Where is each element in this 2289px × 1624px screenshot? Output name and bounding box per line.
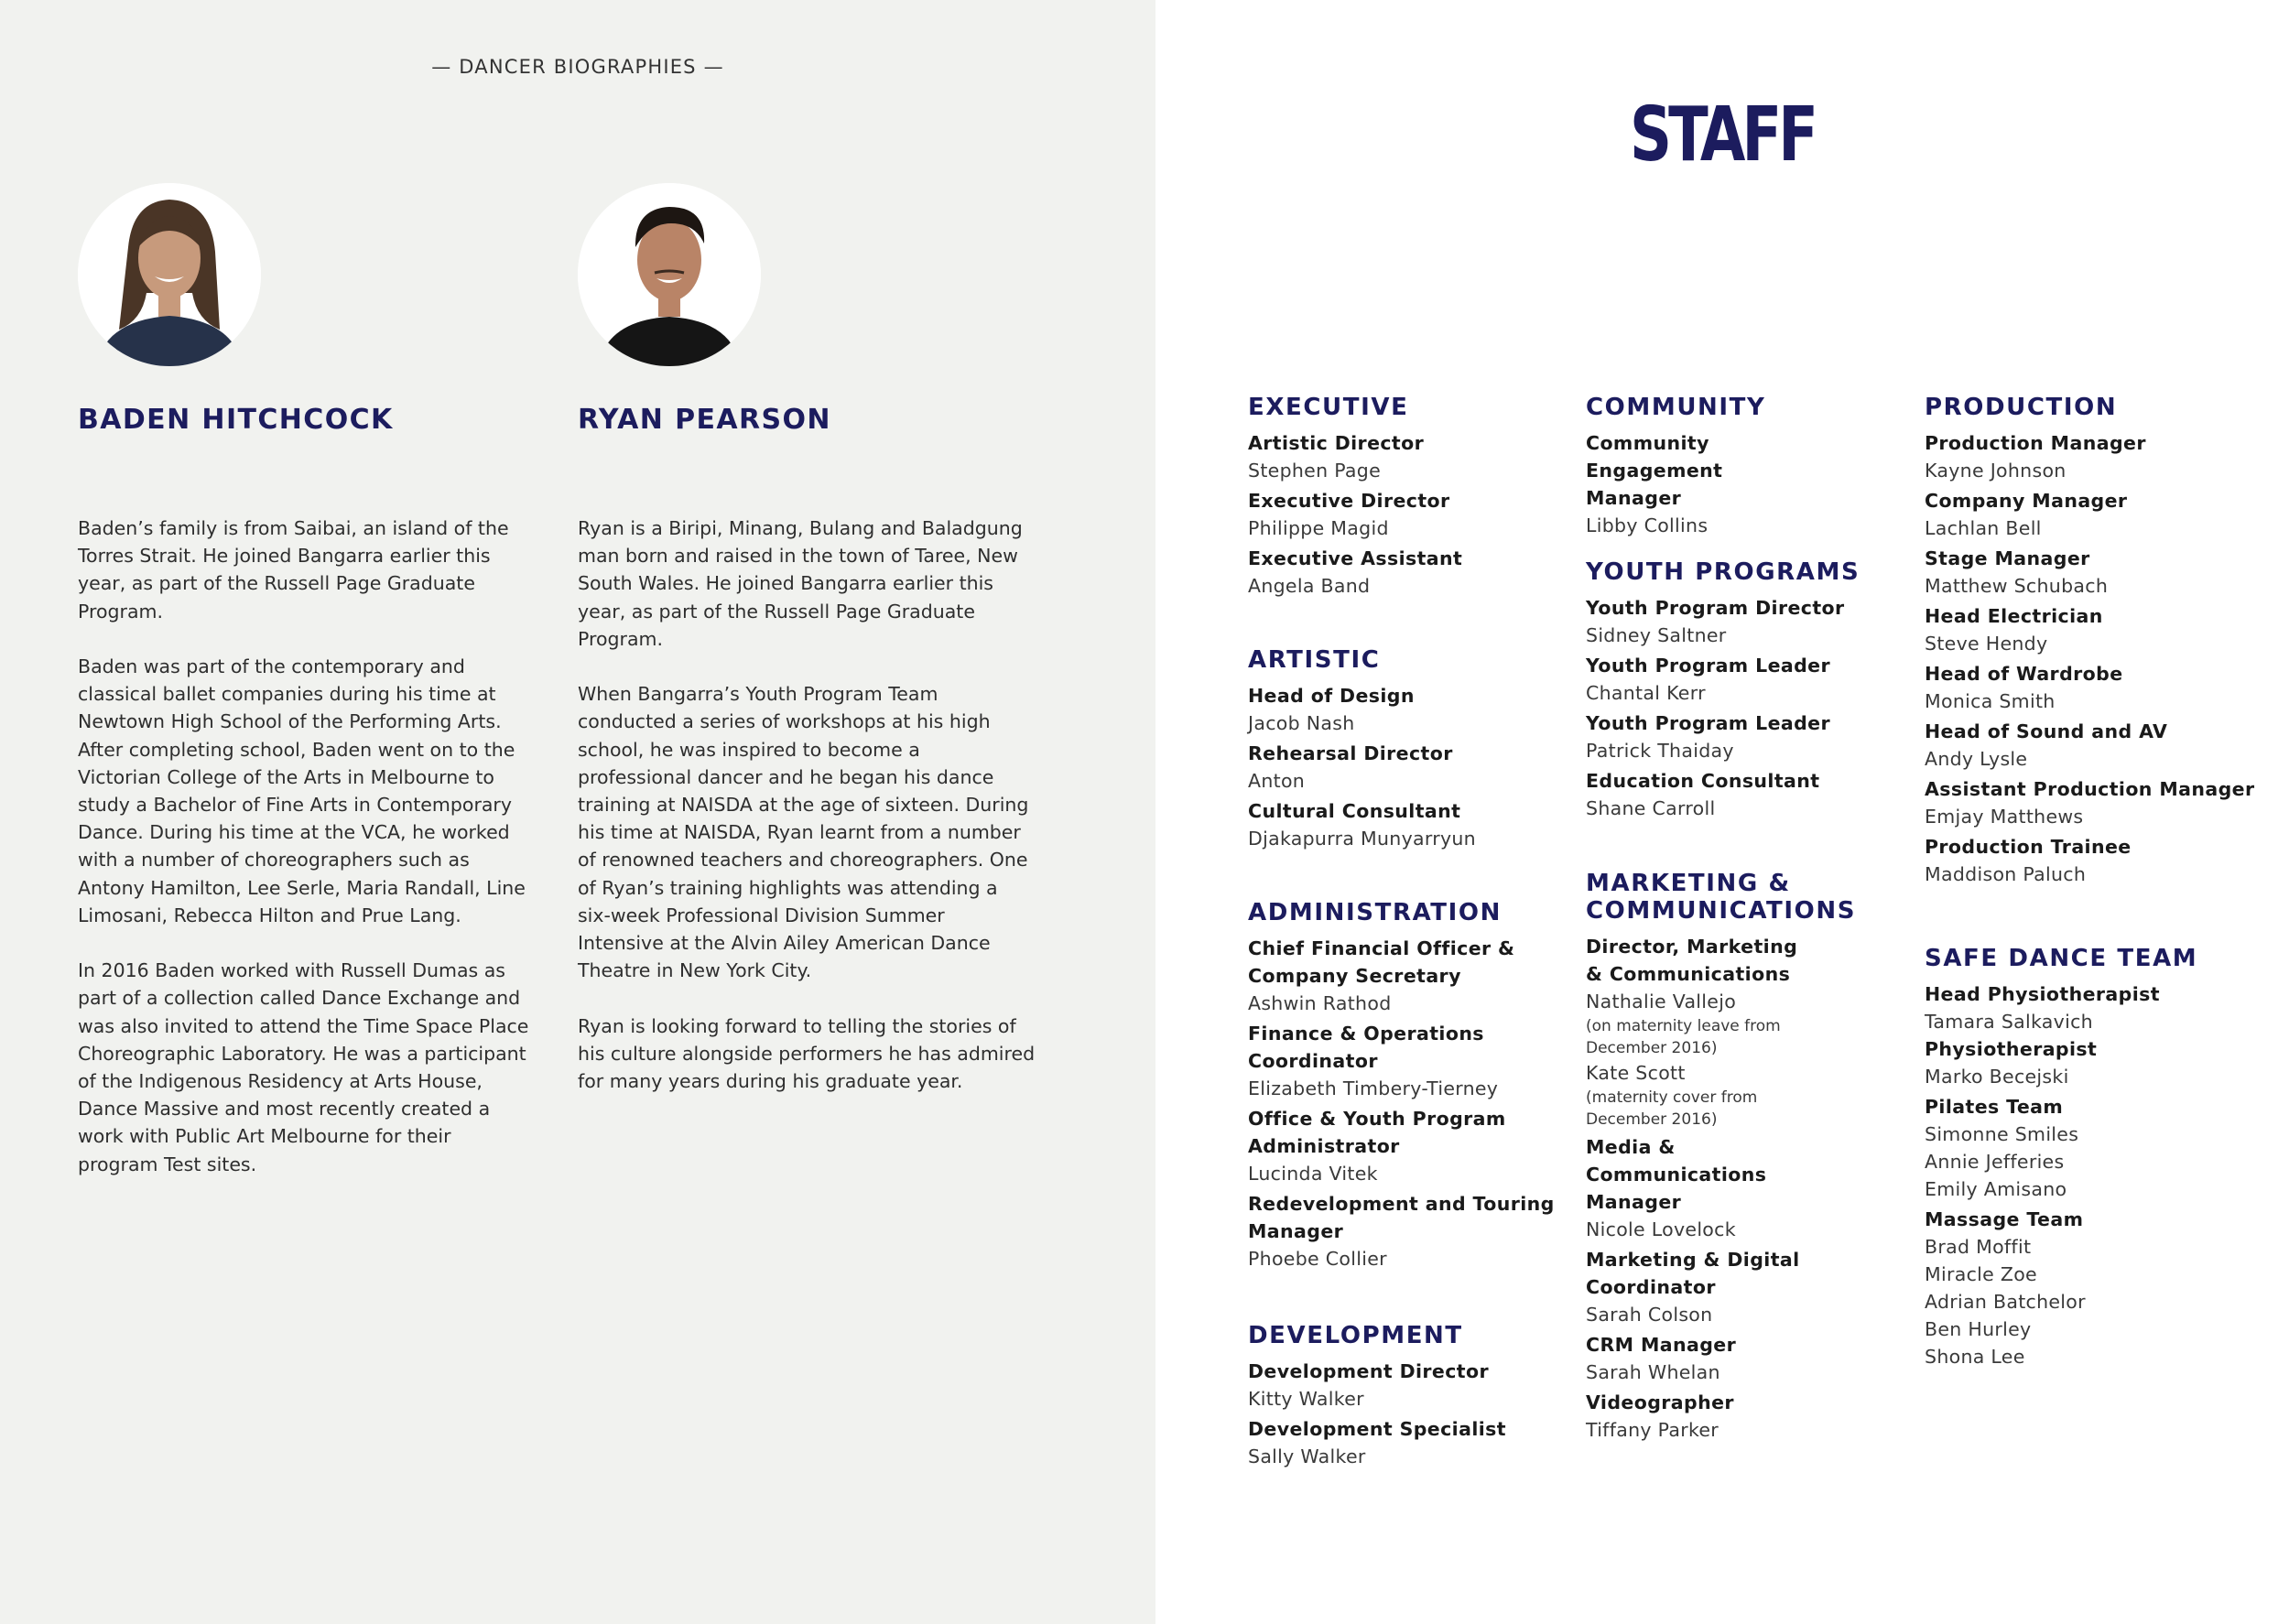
staff-role: Production Trainee (1925, 836, 2132, 858)
staff-person: Jacob Nash (1248, 712, 1355, 734)
dept-marketing (1586, 870, 1915, 1446)
staff-person: Marko Becejski (1925, 1066, 2069, 1088)
staff-entry (1586, 1133, 1915, 1243)
staff-entry (1925, 602, 2254, 657)
staff-entry (1925, 833, 2254, 888)
staff-role: Head of Sound and AV (1925, 720, 2168, 742)
section-header: — DANCER BIOGRAPHIES — (431, 56, 724, 78)
staff-entry (1248, 487, 1578, 542)
staff-person: Annie Jefferies (1925, 1151, 2065, 1173)
staff-person: Tamara Salkavich (1925, 1011, 2093, 1033)
staff-entry (1248, 1020, 1578, 1102)
staff-role: Marketing & Digital Coordinator (1586, 1249, 1800, 1298)
staff-person: Elizabeth Timbery-Tierney (1248, 1077, 1499, 1099)
staff-person: Adrian Batchelor (1925, 1291, 2086, 1313)
staff-person: Monica Smith (1925, 690, 2056, 712)
dancer-portrait-ryan (578, 183, 761, 366)
staff-person: Sidney Saltner (1586, 624, 1727, 646)
staff-role: Director, Marketing & Communications (1586, 936, 1798, 985)
staff-person: Patrick Thaiday (1586, 740, 1734, 762)
staff-person: Miracle Zoe (1925, 1263, 2037, 1285)
staff-entry (1586, 594, 1915, 649)
staff-entry (1925, 1206, 2254, 1370)
staff-person: Steve Hendy (1925, 633, 2048, 655)
staff-person: Nathalie Vallejo (1586, 991, 1737, 1012)
staff-role: Media & Communications Manager (1586, 1136, 1767, 1213)
staff-person: Philippe Magid (1248, 517, 1389, 539)
staff-entry (1586, 429, 1915, 539)
staff-entry (1586, 1389, 1915, 1444)
staff-role: Office & Youth Program Administrator (1248, 1108, 1506, 1157)
staff-role: Stage Manager (1925, 547, 2090, 569)
bio-paragraph: Baden was part of the contemporary and classical ballet companies during his time at Newtown High School of the Performing Arts. After completing school, Baden went on to the Victorian College of the Arts in Melbourne to study a Bachelor of Fine Arts in Contemporary Dance. During his time at the VCA, he worked with a number of choreographers such as Antony Hamilton, Lee Serle, Maria Randall, Line Limosani, Rebecca Hilton and Prue Lang. (78, 655, 526, 926)
staff-entry (1586, 1331, 1915, 1386)
bio-paragraph: Ryan is a Biripi, Minang, Bulang and Baladgung man born and raised in the town of Taree, New South Wales. He joined Bangarra earlier this year, as part of the Russell Page Graduate Program. (578, 517, 1023, 650)
dept-community (1586, 394, 1915, 542)
staff-role: Finance & Operations Coordinator (1248, 1023, 1484, 1072)
staff-person: Brad Moffit (1925, 1236, 2032, 1258)
staff-entry (1248, 429, 1578, 484)
portrait-photo-icon (78, 183, 261, 366)
staff-person: Kate Scott (1586, 1062, 1686, 1084)
dept-title: ARTISTIC (1248, 646, 1381, 674)
staff-entry (1925, 429, 2254, 484)
dancer-bio-text (78, 514, 536, 1206)
bio-paragraph: When Bangarra’s Youth Program Team conducted a series of workshops at his high school, he was inspired to become a professional dancer and he began his dance training at NAISDA at the age of sixteen. During his time at NAISDA, Ryan learnt from a number of renowned teachers and choreographers. One of Ryan’s training highlights was attending a six-week Professional Division Summer Intensive at the Alvin Ailey American Dance Theatre in New York City. (578, 683, 1029, 982)
bio-paragraph: Baden’s family is from Saibai, an island of the Torres Strait. He joined Bangarra earlier this year, as part of the Russell Page Graduate Program. (78, 517, 509, 623)
staff-role: Head of Design (1248, 685, 1415, 707)
staff-person: Angela Band (1248, 575, 1371, 597)
staff-role: Community Engagement Manager (1586, 432, 1723, 509)
staff-person: Maddison Paluch (1925, 863, 2087, 885)
dancer-bio-text (578, 514, 1036, 1122)
staff-role: Artistic Director (1248, 432, 1425, 454)
dancer-portrait-baden (78, 183, 261, 366)
staff-role: Rehearsal Director (1248, 742, 1453, 764)
dept-safe-dance-team (1925, 945, 2254, 1373)
dept-title: SAFE DANCE TEAM (1925, 945, 2198, 972)
staff-person: Stephen Page (1248, 460, 1382, 482)
staff-role: Chief Financial Officer & Company Secretary (1248, 937, 1515, 987)
dept-title: MARKETING & COMMUNICATIONS (1586, 870, 1857, 925)
dept-title: YOUTH PROGRAMS (1586, 558, 1860, 586)
staff-entry (1586, 1246, 1915, 1328)
dept-youth-programs (1586, 558, 1915, 825)
staff-entry (1925, 487, 2254, 542)
staff-entry (1925, 980, 2254, 1035)
staff-person: Simonne Smiles (1925, 1123, 2079, 1145)
staff-person: Lachlan Bell (1925, 517, 2042, 539)
staff-entry (1586, 933, 1915, 1131)
staff-entry (1586, 709, 1915, 764)
staff-role: Videographer (1586, 1391, 1734, 1413)
dept-title: EXECUTIVE (1248, 394, 1409, 421)
staff-person: Shane Carroll (1586, 797, 1716, 819)
staff-person: Nicole Lovelock (1586, 1218, 1736, 1240)
staff-role: Youth Program Leader (1586, 655, 1830, 677)
staff-role: Youth Program Director (1586, 597, 1845, 619)
dept-development (1248, 1322, 1578, 1473)
staff-entry (1248, 740, 1578, 795)
staff-entry (1586, 767, 1915, 822)
staff-role: Pilates Team (1925, 1096, 2064, 1118)
dept-artistic (1248, 646, 1578, 855)
staff-note: (on maternity leave from December 2016) (1586, 1017, 1781, 1057)
staff-role: Head of Wardrobe (1925, 663, 2123, 685)
staff-entry (1925, 775, 2254, 830)
staff-person: Andy Lysle (1925, 748, 2028, 770)
dept-title: PRODUCTION (1925, 394, 2118, 421)
staff-person: Djakapurra Munyarryun (1248, 828, 1476, 850)
staff-entry (1248, 935, 1578, 1017)
dept-production (1925, 394, 2254, 891)
staff-entry (1248, 1190, 1578, 1272)
staff-entry (1248, 545, 1578, 600)
staff-entry (1586, 652, 1915, 707)
staff-role: Head Physiotherapist (1925, 983, 2160, 1005)
staff-role: Executive Director (1248, 490, 1450, 512)
bio-paragraph: In 2016 Baden worked with Russell Dumas as part of a collection called Dance Exchange and was also invited to attend the Time Space Place Choreographic Laboratory. He was a participant of the Indigenous Residency at Arts House, Dance Massive and most recently created a work with Public Art Melbourne for their program Test sites. (78, 959, 529, 1175)
staff-entry (1925, 545, 2254, 600)
staff-entry (1925, 1035, 2254, 1090)
staff-person: Kitty Walker (1248, 1388, 1364, 1410)
staff-entry (1248, 1415, 1578, 1470)
staff-person: Sarah Whelan (1586, 1361, 1720, 1383)
staff-person: Chantal Kerr (1586, 682, 1706, 704)
staff-person: Anton (1248, 770, 1306, 792)
staff-role: Head Electrician (1925, 605, 2103, 627)
staff-entry (1248, 1105, 1578, 1187)
staff-entry (1925, 718, 2254, 773)
staff-role: Production Manager (1925, 432, 2146, 454)
staff-person: Ashwin Rathod (1248, 992, 1392, 1014)
staff-person: Emily Amisano (1925, 1178, 2067, 1200)
staff-title: STAFF (1629, 92, 1816, 179)
staff-person: Shona Lee (1925, 1346, 2025, 1368)
staff-role: Youth Program Leader (1586, 712, 1830, 734)
staff-person: Matthew Schubach (1925, 575, 2109, 597)
staff-person: Sally Walker (1248, 1445, 1366, 1467)
staff-role: Company Manager (1925, 490, 2128, 512)
staff-person: Kayne Johnson (1925, 460, 2067, 482)
staff-entry (1925, 1093, 2254, 1203)
staff-note: (maternity cover from December 2016) (1586, 1088, 1758, 1129)
dept-title: COMMUNITY (1586, 394, 1766, 421)
staff-person: Emjay Matthews (1925, 806, 2084, 828)
staff-person: Ben Hurley (1925, 1318, 2032, 1340)
staff-person: Tiffany Parker (1586, 1419, 1719, 1441)
right-page (1155, 0, 2289, 1624)
staff-person: Lucinda Vitek (1248, 1163, 1378, 1185)
staff-role: Assistant Production Manager (1925, 778, 2255, 800)
staff-role: Redevelopment and Touring Manager (1248, 1193, 1555, 1242)
staff-role: Physiotherapist (1925, 1038, 2098, 1060)
staff-person: Sarah Colson (1586, 1304, 1713, 1326)
staff-role: Education Consultant (1586, 770, 1820, 792)
portrait-photo-icon (578, 183, 761, 366)
staff-entry (1925, 660, 2254, 715)
staff-role: CRM Manager (1586, 1334, 1737, 1356)
bio-paragraph: Ryan is looking forward to telling the stories of his culture alongside performers he has admired for many years during his graduate year. (578, 1014, 1036, 1093)
staff-role: Massage Team (1925, 1208, 2084, 1230)
staff-entry (1248, 797, 1578, 852)
staff-role: Executive Assistant (1248, 547, 1463, 569)
staff-entry (1248, 682, 1578, 737)
staff-person: Libby Collins (1586, 514, 1709, 536)
dept-title: DEVELOPMENT (1248, 1322, 1463, 1349)
dancer-name: RYAN PEARSON (578, 404, 831, 436)
staff-person: Phoebe Collier (1248, 1248, 1387, 1270)
dept-executive (1248, 394, 1578, 602)
dept-title: ADMINISTRATION (1248, 899, 1502, 926)
staff-role: Development Director (1248, 1360, 1489, 1382)
dept-administration (1248, 899, 1578, 1275)
staff-role: Cultural Consultant (1248, 800, 1461, 822)
staff-role: Development Specialist (1248, 1418, 1506, 1440)
dancer-name: BADEN HITCHCOCK (78, 404, 394, 436)
staff-entry (1248, 1358, 1578, 1413)
